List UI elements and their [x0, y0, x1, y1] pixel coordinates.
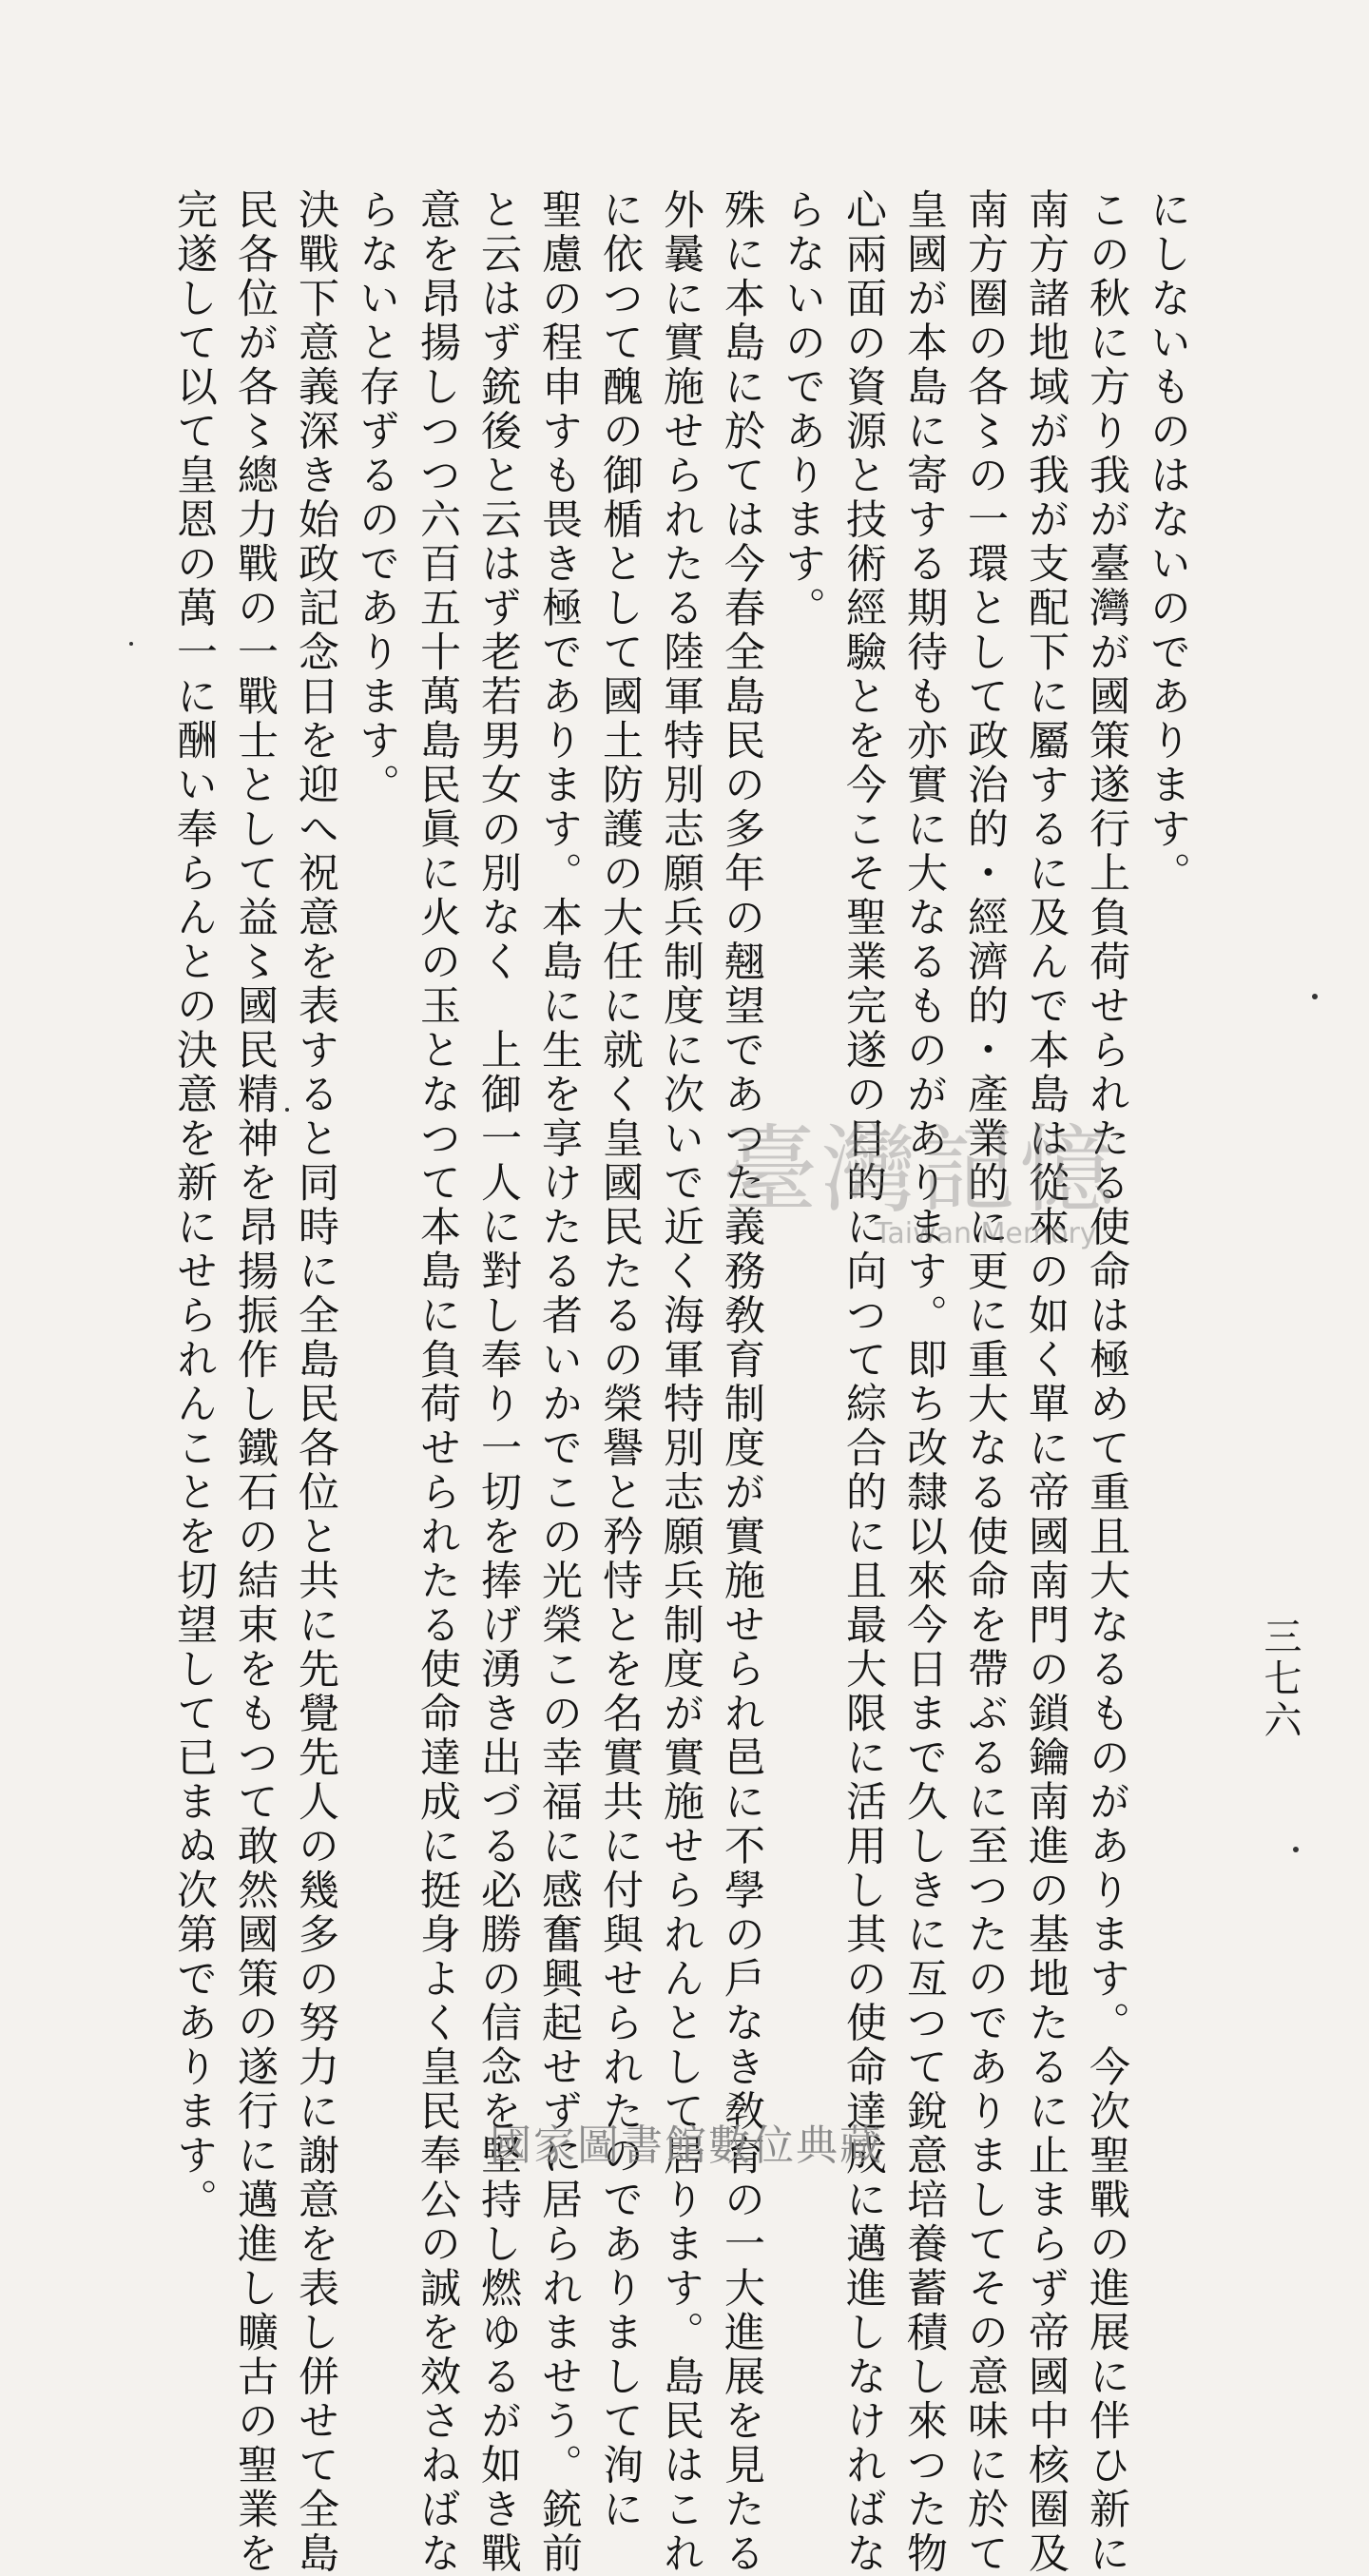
text-column-1: にしないものはないのであります。: [1144, 188, 1191, 896]
watermark-subtitle: Taiwan Memory: [875, 1217, 1097, 1250]
text-column-10: に依つて醜の御楯として國土防護の大任に就く皇國民たるの榮譽と矜恃とを名實共に付與せられたのでありまして洵に: [596, 188, 644, 2532]
scan-speck: [129, 642, 133, 646]
text-column-12: と云はず銃後と云はず老若男女の別なく 上御一人に對し奉り一切を捧げ湧き出づる必勝の信念を堅持し燃ゆるが如き戰: [474, 188, 522, 2576]
text-column-5: 皇國が本島に寄する期待も亦實に大なるものがあります。即ち改隸以來今日まで久しきに亙つて銳意培養蓄積し來つた物: [900, 188, 948, 2576]
text-column-11: 聖慮の程申すも畏き極であります。本島に生を享けたる者いかでこの光榮この幸福に感奮興起せずに居られませう。銃前: [535, 188, 583, 2576]
text-column-6: 心兩面の資源と技術經驗とを今こそ聖業完遂の目的に向つて綜合的に且最大限に活用し其の使命達成に邁進しなければな: [839, 188, 887, 2576]
page-number: 三七六: [1258, 1617, 1302, 1742]
text-column-16: 民各位が各〻總力戰の一戰士として益〻國民精神を昂揚振作し鐵石の結束をもつて敢然國策の遂行に邁進し曠古の聖業を: [231, 188, 279, 2576]
scan-speck: [1293, 1847, 1299, 1852]
text-column-4: 南方圈の各〻の一環として政治的・經濟的・產業的に更に重大なる使命を帶ぶるに至つたのでありましてその意味に於て: [961, 188, 1009, 2576]
footer-credit: 國家圖書館數位典藏: [490, 2121, 883, 2170]
text-column-7: らないのであります。: [779, 188, 826, 630]
text-column-3: 南方諸地域が我が支配下に屬するに及んで本島は從來の如く單に帝國南門の鎖鑰南進の基地たるに止まらず帝國中核圈及: [1022, 188, 1070, 2576]
text-column-2: この秋に方り我が臺灣が國策遂行上負荷せられたる使命は極めて重且大なるものがあります。今次聖戰の進展に伴ひ新に: [1083, 188, 1130, 2576]
text-column-17: 完遂して以て皇恩の萬一に酬い奉らんとの決意を新にせられんことを切望して已まぬ次第であります。: [170, 188, 218, 2222]
text-column-14: らないと存ずるのであります。: [353, 188, 400, 807]
scan-speck: [285, 1108, 289, 1112]
text-column-15: 決戰下意義深き始政記念日を迎へ祝意を表すると同時に全島民各位と共に先覺先人の幾多の努力に謝意を表し併せて全島: [292, 188, 339, 2576]
text-column-9: 外曩に實施せられたる陸軍特別志願兵制度に次いで近く海軍特別志願兵制度が實施せられんとして居ります。島民はこれ: [657, 188, 704, 2576]
text-column-8: 殊に本島に於ては今春全島民の多年の翹望であつた義務敎育制度が實施せられ邑に不學の戶なき敎育の一大進展を見たる: [718, 188, 765, 2576]
text-column-13: 意を昂揚しつつ六百五十萬島民眞に火の玉となつて本島に負荷せられたる使命達成に挺身よく皇民奉公の誠を效さねばな: [414, 188, 461, 2576]
scan-speck: [1312, 994, 1318, 999]
watermark-logo-text: 臺灣記憶: [723, 1114, 1118, 1226]
